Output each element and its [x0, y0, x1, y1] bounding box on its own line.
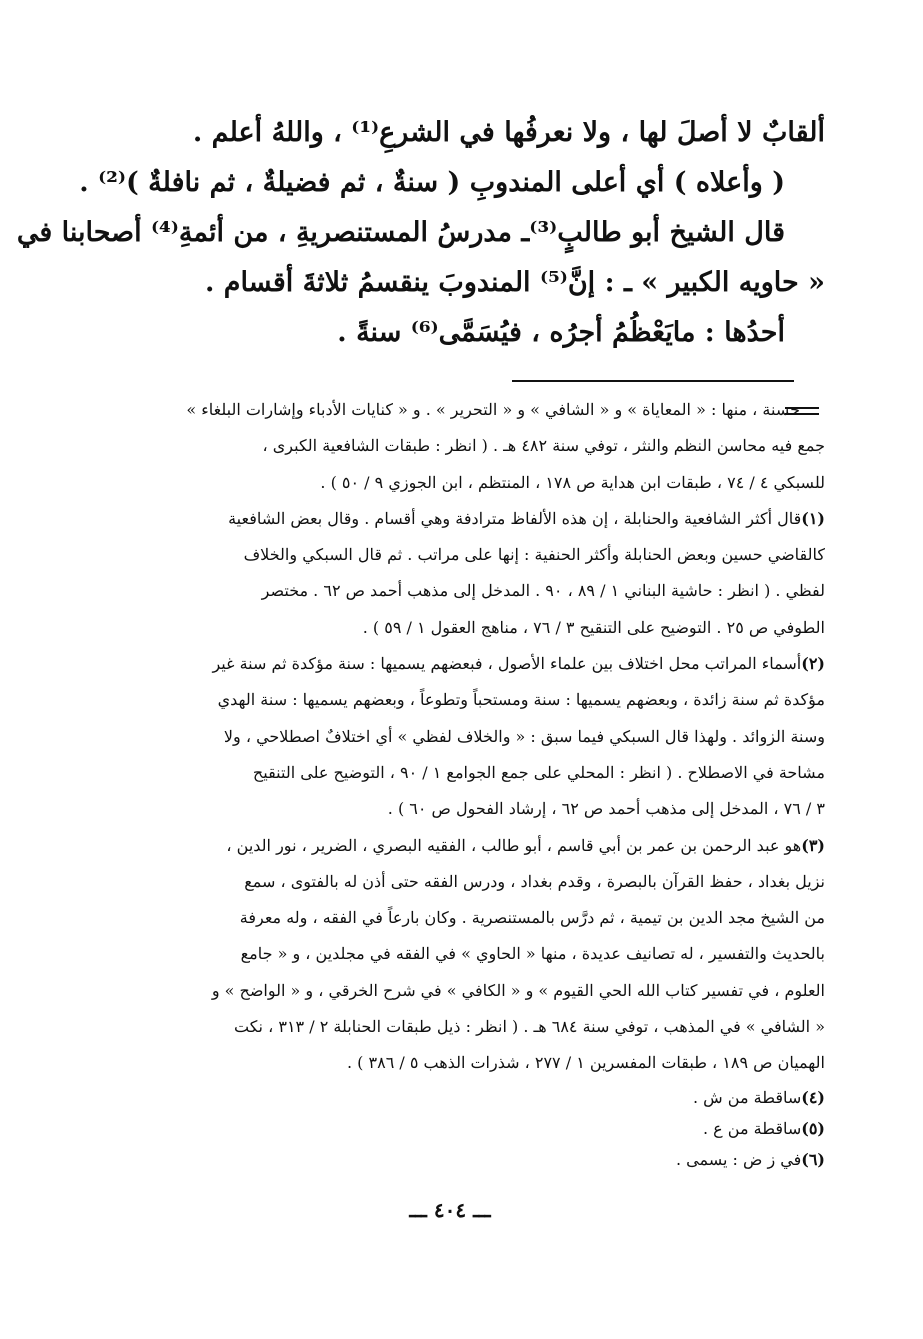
- footnote-line: من الشيخ مجد الدين بن تيمية ، ثم درَّس بالمستنصرية . وكان بارعاً في الفقه ، وله معرفة: [239, 908, 825, 928]
- footnote-line: وسنة الزوائد . ولهذا قال السبكي فيما سبق : « والخلاف لفظي » أي اختلافٌ اصطلاحي ، ولا: [223, 726, 825, 746]
- footnote-number: (٣): [801, 835, 825, 855]
- footnote-line: للسبكي ٤ / ٧٤ ، طبقات ابن هداية ص ١٧٨ ، المنتظم ، ابن الجوزي ٩ / ٥٠ ) .: [320, 472, 825, 492]
- footnote-line: هو عبد الرحمن بن عمر بن أبي قاسم ، أبو طالب ، الفقيه البصري ، الضرير ، نور الدين ،: [226, 835, 802, 855]
- footnote-line: كالقاضي حسين وبعض الحنابلة وأكثر الحنفية : إنها على مراتب . ثم قال السبكي والخلاف: [243, 545, 825, 565]
- footnote-line: الطوفي ص ٢٥ . التوضيح على التنقيح ٣ / ٧٦ ، مناهج العقول ١ / ٥٩ ) .: [362, 617, 825, 637]
- footnote-1: [100, 501, 825, 646]
- footnote-line: لفظي . ( انظر : حاشية البناني ١ / ٨٩ ، ٩٠ . المدخل إلى مذهب أحمد ص ٦٢ . مختصر: [261, 581, 825, 601]
- footnote-line: بالحديث والتفسير ، له تصانيف عديدة ، منها « الحاوي » في الفقه في مجلدين ، و « جامع: [240, 944, 825, 964]
- footnote-4: [100, 1082, 825, 1113]
- main-line-1: ألقابٌ لا أصلَ لها ، ولا نعرفُها في الشرعِ⁽¹⁾ ، واللهُ أعلم .: [192, 117, 825, 148]
- footnote-number: (٦): [801, 1149, 825, 1169]
- footnote-line: مشاحة في الاصطلاح . ( انظر : المحلي على جمع الجوامع ١ / ٩٠ ، التوضيح على التنقيح: [252, 762, 825, 782]
- main-line-2: ( وأعلاه ) أي أعلى المندوبِ ( سنةٌ ، ثم فضيلةٌ ، ثم نافلةٌ )⁽²⁾ .: [79, 167, 785, 198]
- footnote-3: [100, 828, 825, 1082]
- main-line-4: « حاويه الكبير » ـ : إنَّ⁽⁵⁾ المندوبَ ينقسمُ ثلاثةَ أقسام .: [205, 267, 825, 298]
- footnote-number: (٢): [801, 654, 825, 674]
- footnote-line: أسماء المراتب محل اختلاف بين علماء الأصول ، فبعضهم يسميها : سنة مؤكدة ثم سنة غير: [212, 654, 802, 674]
- footnote-separator: [512, 380, 794, 382]
- footnote-line: ٣ / ٧٦ ، المدخل إلى مذهب أحمد ص ٦٢ ، إرشاد الفحول ص ٦٠ ) .: [387, 799, 825, 819]
- footnote-line: جمع فيه محاسن النظم والنثر ، توفي سنة ٤٨٢ هـ . ( انظر : طبقات الشافعية الكبرى ،: [262, 436, 825, 456]
- footnote-line: ساقطة من ع .: [702, 1118, 802, 1138]
- footnote-number: (١): [801, 508, 825, 528]
- footnote-line: « الشافي » في المذهب ، توفي سنة ٦٨٤ هـ . ( انظر : ذيل طبقات الحنابلة ٢ / ٣١٣ ، نكت: [234, 1017, 825, 1037]
- footnote-line: في ز ض : يسمى .: [675, 1149, 802, 1169]
- footnote-6: [100, 1144, 825, 1175]
- main-text: [16, 108, 825, 358]
- footnote-line: العلوم ، في تفسير كتاب الله الحي القيوم » و « الكافي » في شرح الخرقي ، و « الواضح » و: [211, 980, 825, 1000]
- footnote-number: (٤): [801, 1087, 825, 1107]
- footnote-line: قال أكثر الشافعية والحنابلة ، إن هذه الألفاظ مترادفة وهي أقسام . وقال بعض الشافعية: [228, 508, 802, 528]
- footnote-2: [100, 646, 825, 827]
- footnote-number: (٥): [801, 1118, 825, 1138]
- footnote-line: نزيل بغداد ، حفظ القرآن بالبصرة ، وقدم بغداد ، ودرس الفقه حتى أذن له بالفتوى ، سمع: [244, 871, 825, 891]
- footnote-line: الهميان ص ١٨٩ ، طبقات المفسرين ١ / ٢٧٧ ، شذرات الذهب ٥ / ٣٨٦ ) .: [347, 1053, 825, 1073]
- footnotes: [100, 392, 825, 1175]
- footnote-line: ساقطة من ش .: [692, 1087, 802, 1107]
- footnote-5: [100, 1113, 825, 1144]
- main-line-5: أحدُها : مايَعْظُمُ أجرُه ، فيُسَمَّى⁽⁶⁾ سنةً .: [337, 317, 785, 348]
- page-number: ـــ ٤٠٤ ـــ: [409, 1198, 491, 1222]
- footnote-line: حسنة ، منها : « المعاياة » و « الشافي » و « التحرير » . و « كنايات الأدباء وإشارات البلغاء »: [186, 400, 800, 419]
- main-line-3: قال الشيخ أبو طالبٍ⁽³⁾ـ مدرسُ المستنصريةِ ، من أئمةِ⁽⁴⁾ أصحابنا في: [16, 217, 785, 248]
- footnote-continuation: [100, 392, 825, 501]
- footnote-line: مؤكدة ثم سنة زائدة ، وبعضهم يسميها : سنة ومستحباً وتطوعاً ، وبعضهم يسميها : سنة الهدي: [217, 690, 825, 710]
